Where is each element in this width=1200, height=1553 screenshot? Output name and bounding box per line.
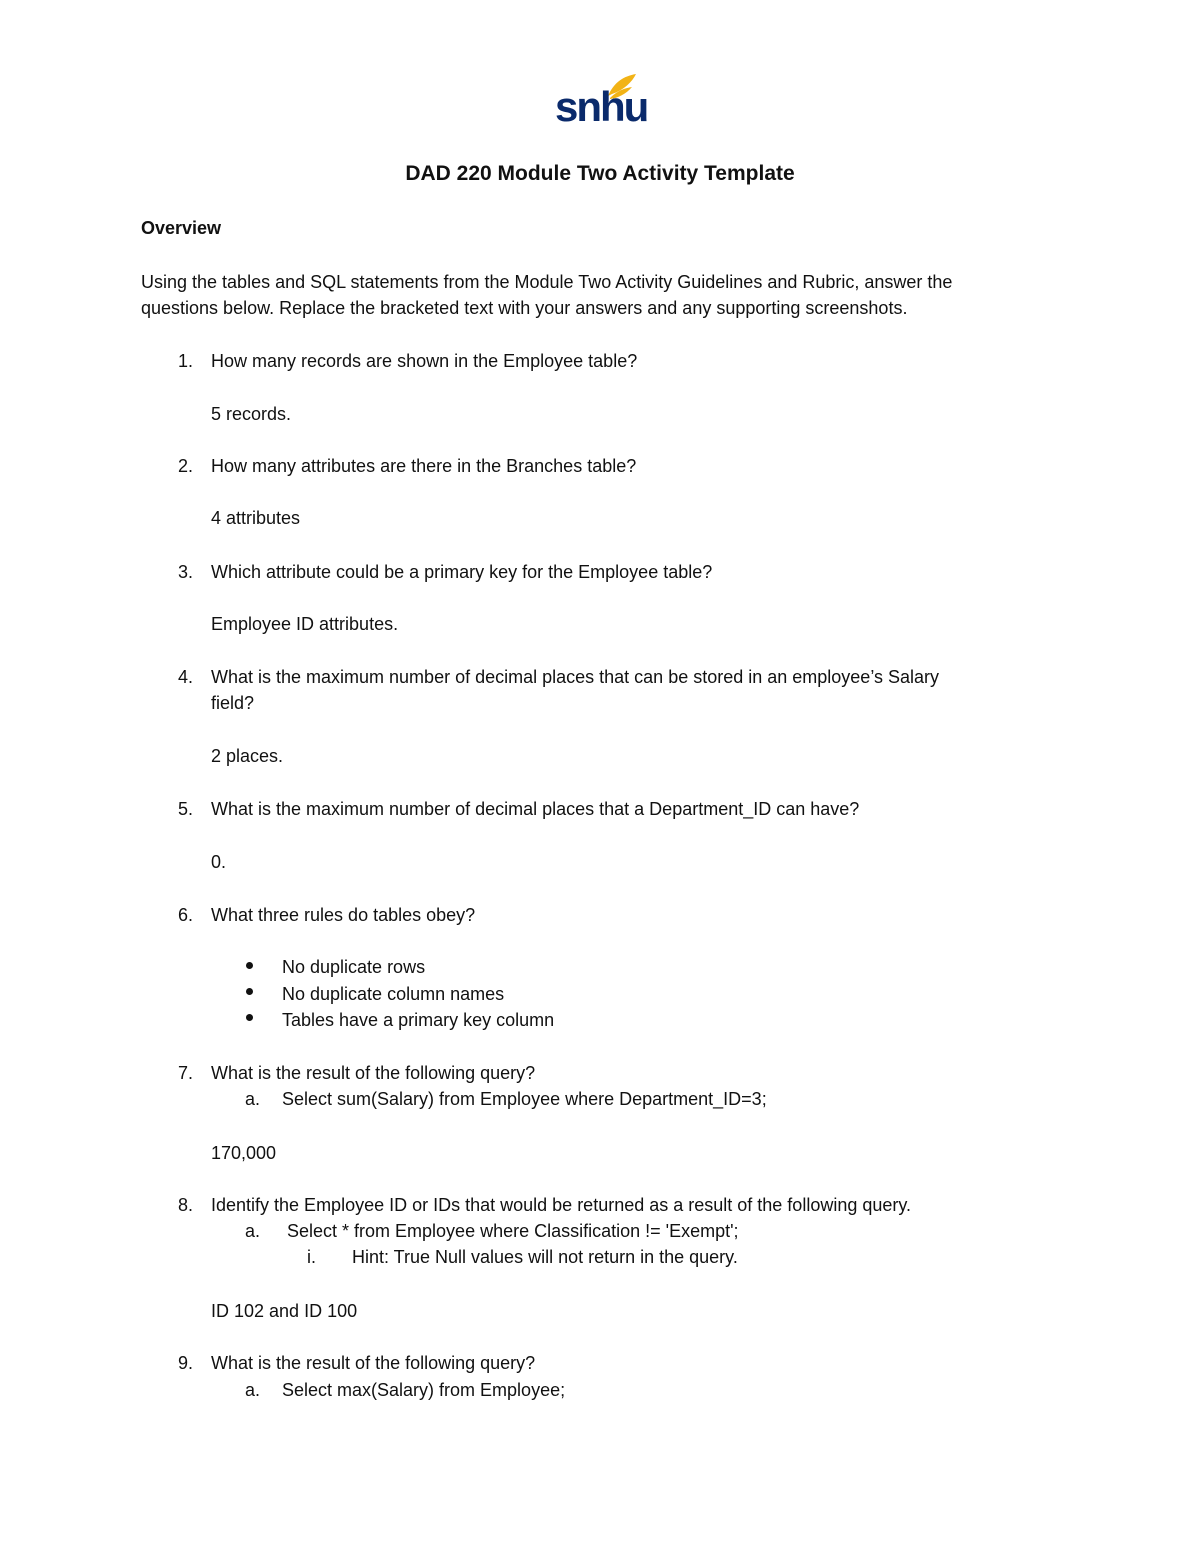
answer-text: 5 records. [211,404,292,424]
query-text: Select max(Salary) from Employee; [282,1380,566,1400]
question-number: 8. [177,1195,193,1215]
question-text: What is the maximum number of decimal places that a Department_ID can have? [211,799,860,819]
query-text: Select sum(Salary) from Employee where Department_ID=3; [282,1089,767,1109]
sub-label: a. [245,1221,261,1241]
overview-heading: Overview [141,218,222,238]
bullet-icon [246,988,253,995]
question-number: 1. [177,351,193,371]
question-text: Identify the Employee ID or IDs that would be returned as a result of the following query. [211,1195,912,1215]
question-text: How many records are shown in the Employee table? [211,351,638,371]
answer-text: 2 places. [211,746,284,766]
question-number: 7. [177,1063,193,1083]
answer-text: 0. [211,852,227,872]
question-text-line-1: What is the maximum number of decimal places that can be stored in an employee’s Salary [211,667,940,687]
sub-label: a. [245,1089,261,1109]
bullet-item: Tables have a primary key column [282,1010,555,1030]
bullet-item: No duplicate column names [282,984,505,1004]
answer-text: 170,000 [211,1143,277,1163]
question-number: 9. [177,1353,193,1373]
question-number: 5. [177,799,193,819]
question-number: 2. [177,456,193,476]
question-text: How many attributes are there in the Branches table? [211,456,637,476]
sub-sub-label: i. [307,1247,316,1267]
bullet-item: No duplicate rows [282,957,426,977]
answer-text: ID 102 and ID 100 [211,1301,358,1321]
intro-line-1: Using the tables and SQL statements from the Module Two Activity Guidelines and Rubric, answer the [141,272,953,292]
question-number: 4. [177,667,193,687]
query-text: Select * from Employee where Classification != 'Exempt'; [287,1221,739,1241]
question-text: What is the result of the following query? [211,1063,536,1083]
answer-text: Employee ID attributes. [211,614,399,634]
bullet-icon [246,1014,253,1021]
question-number: 6. [177,905,193,925]
question-number: 3. [177,562,193,582]
question-text: What three rules do tables obey? [211,905,476,925]
intro-line-2: questions below. Replace the bracketed text with your answers and any supporting screenshots. [141,298,908,318]
sub-label: a. [245,1380,261,1400]
question-text: Which attribute could be a primary key for the Employee table? [211,562,713,582]
bullet-icon [246,962,253,969]
logo-text: snhu [555,83,648,130]
page-title: DAD 220 Module Two Activity Template [405,162,795,185]
snhu-logo [552,72,648,134]
question-text-line-2: field? [211,693,255,713]
answer-text: 4 attributes [211,508,301,528]
hint-text: Hint: True Null values will not return in the query. [352,1247,738,1267]
question-text: What is the result of the following query? [211,1353,536,1373]
